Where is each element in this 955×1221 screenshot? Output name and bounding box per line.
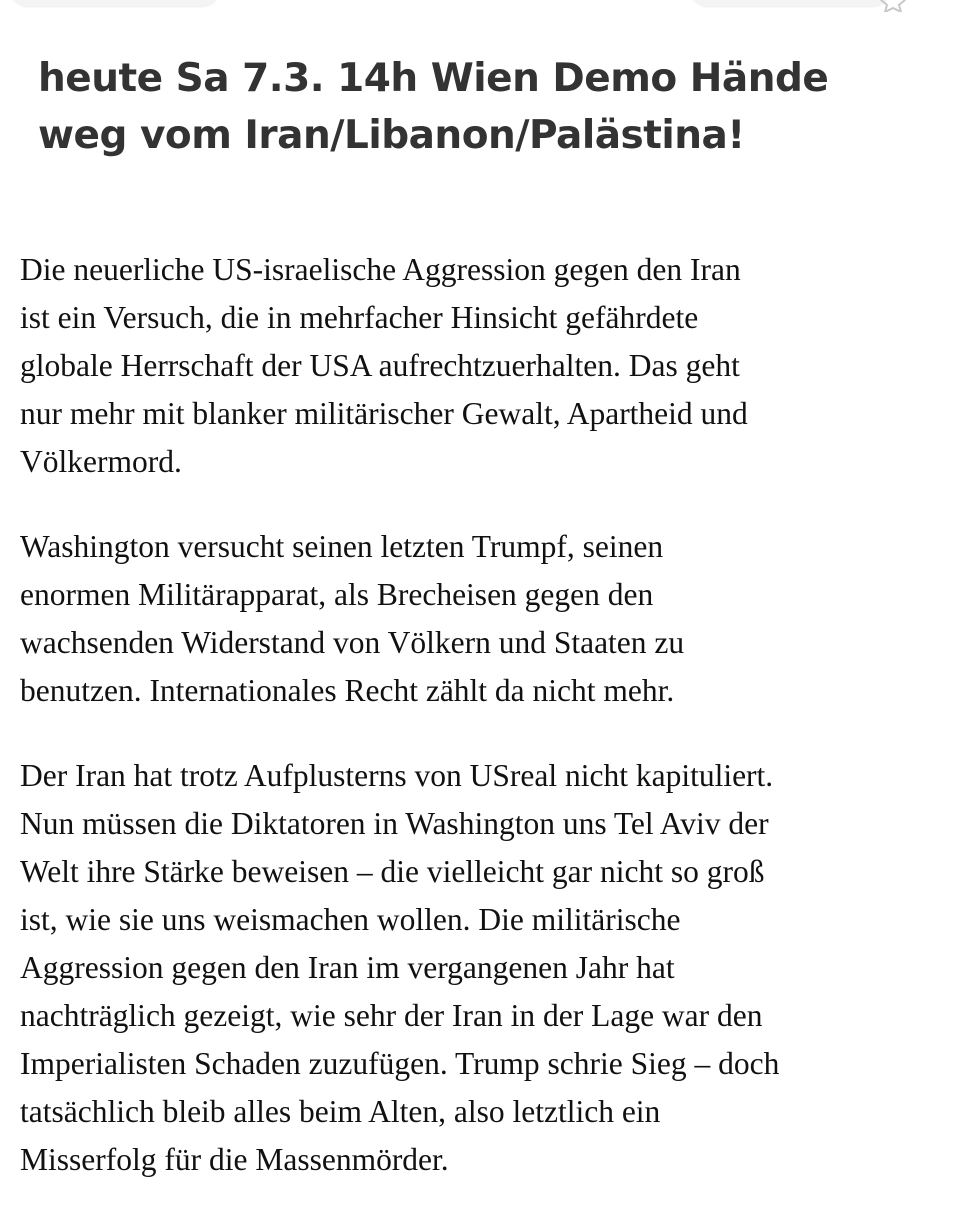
top-toolbar [0, 0, 955, 18]
headline-line-2: weg vom Iran/Libanon/Palästina! [38, 113, 745, 158]
paragraph-line: Welt ihre Stärke beweisen – die vielleicht gar nicht so groß [20, 854, 765, 889]
paragraph-line: enormen Militärapparat, als Brecheisen gegen den [20, 577, 654, 612]
star-icon[interactable] [878, 0, 908, 12]
paragraph-line: Die neuerliche US-israelische Aggression gegen den Iran [20, 252, 741, 287]
paragraph-line: ist ein Versuch, die in mehrfacher Hinsicht gefährdete [20, 300, 699, 335]
paragraph-line: Der Iran hat trotz Aufplusterns von USreal nicht kapituliert. [20, 758, 774, 793]
paragraph-line: nachträglich gezeigt, wie sehr der Iran in der Lage war den [20, 998, 763, 1033]
paragraph-line: tatsächlich bleib alles beim Alten, also letztlich ein [20, 1094, 661, 1129]
headline-line-1: heute Sa 7.3. 14h Wien Demo Hände [38, 56, 829, 101]
page-title [38, 50, 938, 164]
paragraph-line: benutzen. Internationales Recht zählt da nicht mehr. [20, 673, 675, 708]
toolbar-right-control[interactable] [690, 0, 890, 6]
paragraph-line: Washington versucht seinen letzten Trumpf, seinen [20, 529, 664, 564]
article-body [20, 246, 945, 1221]
paragraph-line: Völkermord. [20, 444, 182, 479]
paragraph-3 [20, 752, 945, 1184]
paragraph-line: globale Herrschaft der USA aufrechtzuerhalten. Das geht [20, 348, 740, 383]
paragraph-line: Imperialisten Schaden zuzufügen. Trump schrie Sieg – doch [20, 1046, 780, 1081]
toolbar-left-control[interactable] [10, 0, 220, 6]
paragraph-line: Aggression gegen den Iran im vergangenen Jahr hat [20, 950, 675, 985]
paragraph-line: Nun müssen die Diktatoren in Washington uns Tel Aviv der [20, 806, 769, 841]
paragraph-line: nur mehr mit blanker militärischer Gewalt, Apartheid und [20, 396, 748, 431]
paragraph-line: wachsenden Widerstand von Völkern und Staaten zu [20, 625, 685, 660]
paragraph-line: ist, wie sie uns weismachen wollen. Die militärische [20, 902, 681, 937]
paragraph-2 [20, 523, 945, 715]
paragraph-line: Misserfolg für die Massenmörder. [20, 1142, 449, 1177]
paragraph-1 [20, 246, 945, 486]
